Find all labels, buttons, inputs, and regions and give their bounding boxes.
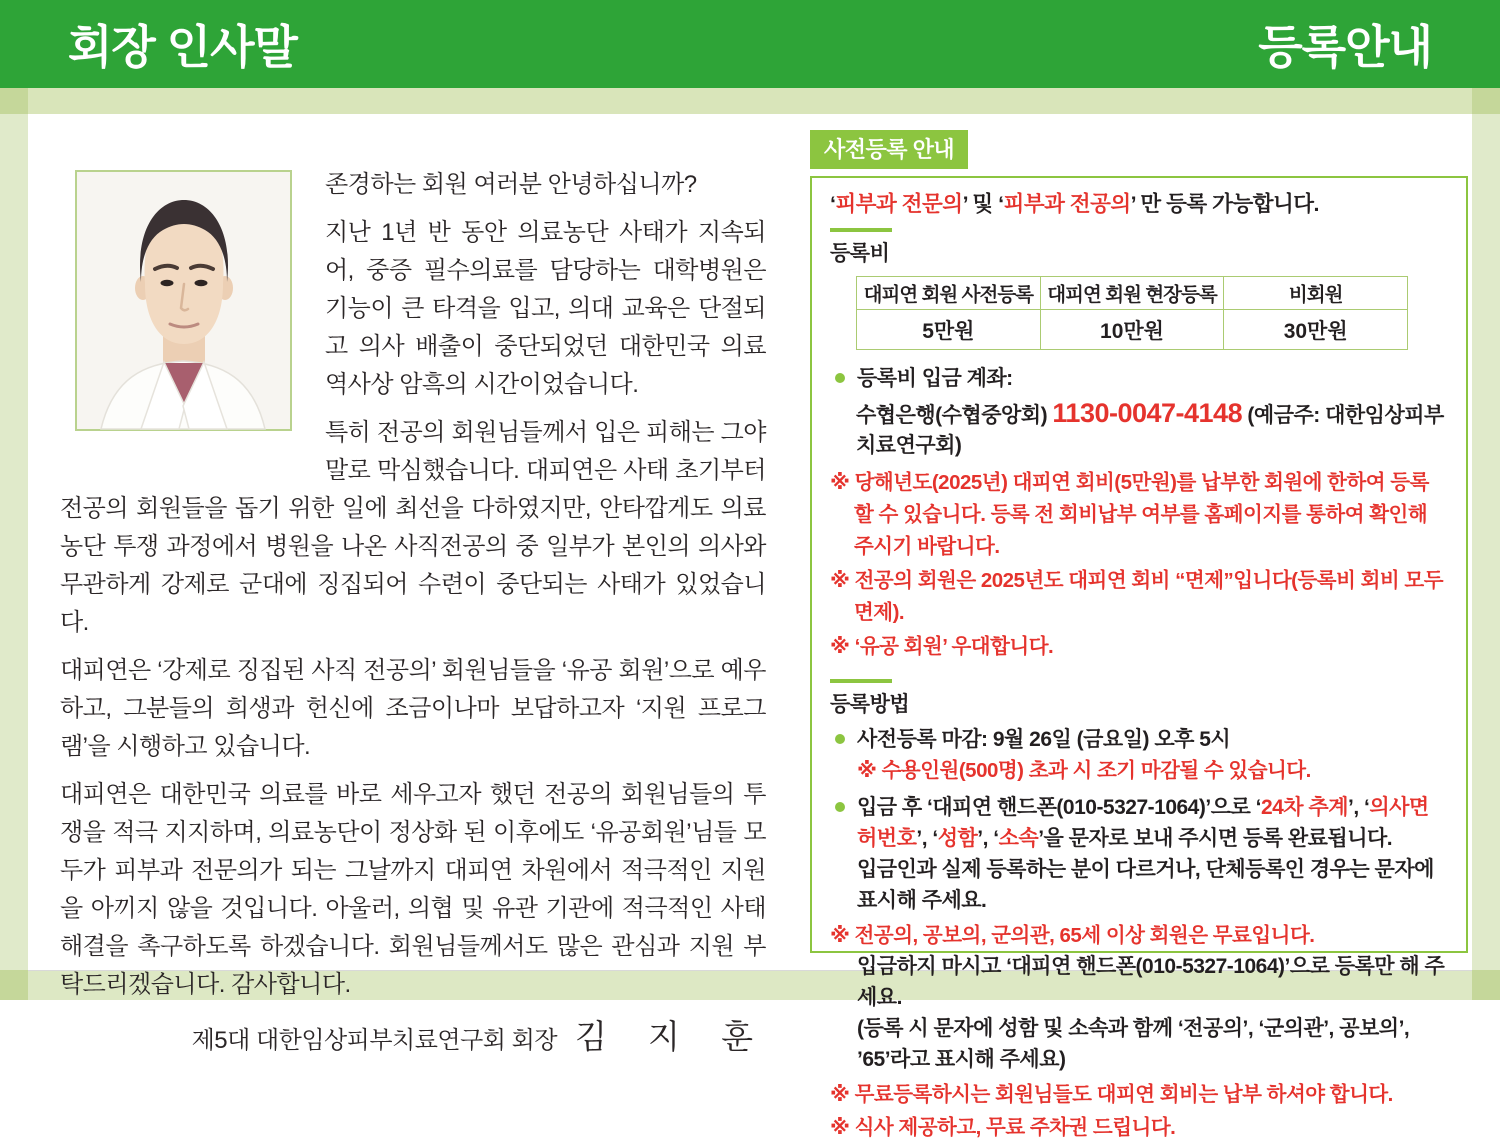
page-title-right: 등록안내 [1258, 21, 1432, 73]
free-registration-note: ※ 전공의, 공보의, 군의관, 65세 이상 회원은 무료입니다. [830, 924, 1315, 947]
frame-strip-left [0, 114, 28, 970]
fee-required-note: ※ 무료등록하시는 회원님들도 대피연 회비는 납부 하셔야 합니다. [830, 1083, 1393, 1106]
fee-table-header-cell: 대피연 회원 사전등록 [857, 277, 1041, 310]
sms-registration-item: 입금 후 ‘대피연 핸드폰(010-5327-1064)’으로 ‘24차 추계’, ‘의사면허번호’, ‘성함’, ‘소속’을 문자로 보내 주시면 등록 완료됩니다. [830, 792, 1448, 854]
fee-table-value-cell: 30만원 [1224, 310, 1408, 350]
signature [60, 1018, 766, 1060]
eligibility-line: ‘피부과 전문의’ 및 ‘피부과 전공의’ 만 등록 가능합니다. [830, 192, 1319, 216]
frame-corner-bottom-right [1472, 970, 1500, 1000]
greeting-paragraph: 대피연은 대한민국 의료를 바로 세우고자 했던 전공의 회원님들의 투쟁을 적극 지지하며, 의료농단이 정상화 된 이후에도 ‘유공회원’님들 모두가 피부과 전문의가 되는 그날까지 대피연 차원에서 적극적인 지원을 아끼지 않을 것입니다. 아울러, 의협 및 유관 기관에 적극적인 사태 해결을 촉구하도록 하겠습니다. 회원님들께서도 많은 관심과 지원 부탁드리겠습니다. 감사합니다. [60, 781, 766, 998]
greeting-section [60, 166, 766, 1060]
meal-parking-note: ※ 식사 제공하고, 무료 주차권 드립니다. [830, 1116, 1176, 1139]
fee-note: ※ ‘유공 회원’ 우대합니다. [830, 635, 1054, 658]
chairman-photo [75, 170, 292, 431]
frame-corner-bottom-left [0, 970, 28, 1000]
method-section-title: 등록방법 [830, 679, 1448, 718]
fee-table-value-cell: 10만원 [1040, 310, 1224, 350]
fee-table-header-cell: 대피연 회원 현장등록 [1040, 277, 1224, 310]
fee-section-title: 등록비 [830, 228, 1448, 267]
fee-table-value-cell: 5만원 [857, 310, 1041, 350]
signature-role: 제5대 대한임상피부치료연구회 회장 [191, 1027, 558, 1054]
frame-corner-top-left [0, 88, 28, 114]
registration-box [810, 176, 1468, 1139]
greeting-paragraph: 특히 전공의 회원님들께서 입은 피해는 그야말로 막심했습니다. 대피연은 사태 초기부터 전공의 회원들을 돕기 위한 일에 최선을 다하였지만, 안타깝게도 의료농단 투쟁 과정에서 병원을 나온 사직전공의 중 일부가 본인의 의사와 무관하게 강제로 군대에 징집되어 수련이 중단되는 사태가 있었습니다. [60, 419, 766, 636]
greeting-paragraph: 대피연은 ‘강제로 징집된 사직 전공의’ 회원님들을 ‘유공 회원’으로 예우하고, 그분들의 희생과 헌신에 조금이나마 보답하고자 ‘지원 프로그램’을 시행하고 있습니다. [60, 657, 766, 760]
header-bar [0, 0, 1500, 88]
greeting-paragraph: 존경하는 회원 여러분 안녕하십니까? [325, 171, 697, 198]
preregistration-badge: 사전등록 안내 [810, 130, 968, 169]
deadline-item: 사전등록 마감: 9월 26일 (금요일) 오후 5시 [830, 724, 1448, 755]
chairman-portrait-illustration [77, 172, 290, 429]
greeting-paragraph: 지난 1년 반 동안 의료농단 사태가 지속되어, 중증 필수의료를 담당하는 대학병원은 기능이 큰 타격을 입고, 의대 교육은 단절되고 의사 배출이 중단되었던 대한민국 의료 역사상 암흑의 시간이었습니다. [325, 219, 766, 398]
capacity-note: ※ 수용인원(500명) 초과 시 조기 마감될 수 있습니다. [857, 759, 1311, 782]
frame-strip-right [1472, 114, 1500, 970]
fee-table [856, 276, 1408, 350]
fee-note: ※ 당해년도(2025년) 대피연 회비(5만원)를 납부한 회원에 한하여 등록할 수 있습니다. 등록 전 회비납부 여부를 홈페이지를 통하여 확인해 주시기 바랍니다. [830, 471, 1429, 558]
sms-extra-note: 입금인과 실제 등록하는 분이 다르거나, 단체등록인 경우는 문자에 표시해 주세요. [857, 858, 1434, 912]
account-line: 수협은행(수협중앙회) 1130-0047-4148 (예금주: 대한임상피부치료연구회) [856, 398, 1444, 457]
fee-note: ※ 전공의 회원은 2025년도 대피연 회비 “면제”입니다(등록비 회비 모두 면제). [830, 569, 1443, 624]
frame-band-top [28, 88, 1472, 114]
free-registration-detail: 입금하지 마시고 ‘대피연 핸드폰(010-5327-1064)’으로 등록만 해 주세요. [857, 955, 1445, 1009]
frame-corner-top-right [1472, 88, 1500, 114]
account-label: 등록비 입금 계좌: [830, 363, 1448, 394]
registration-panel [810, 130, 1468, 1139]
signature-name: 김 지 훈 [575, 1018, 756, 1055]
fee-table-header-row [857, 277, 1408, 310]
fee-table-header-cell: 비회원 [1224, 277, 1408, 310]
page-title-left: 회장 인사말 [68, 21, 297, 73]
fee-table-value-row [857, 310, 1408, 350]
free-registration-detail: (등록 시 문자에 성함 및 소속과 함께 ‘전공의’, ‘군의관’, 공보의’, ’65’라고 표시해 주세요) [857, 1017, 1410, 1071]
